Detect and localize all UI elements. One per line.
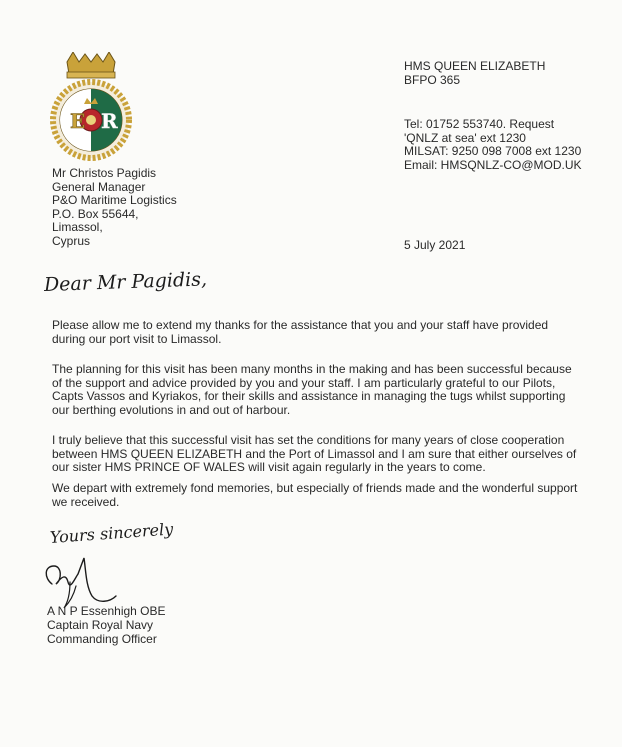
recipient-city: Limassol, [52, 220, 103, 235]
handwritten-signature [40, 552, 120, 612]
ship-crest-logo [45, 52, 137, 162]
body-paragraph-thanks: Please allow me to extend my thanks for the assistance that you and your staff have provided during our port visit to Limassol. [52, 318, 549, 346]
body-paragraph-planning: The planning for this visit has been many months in the making and has been successful because of the support and advice provided by you and your staff. I am particularly grateful to our Pilots, Capts Vassos and Kyriakos, for their skills and assistance in managing the tugs whilst supporting our berthing evolutions in and out of harbour. [52, 362, 572, 417]
signoff-name: A N P Essenhigh OBE [47, 604, 166, 618]
naval-crown-icon [67, 52, 115, 78]
recipient-address [52, 167, 177, 249]
body-paragraph-farewell: We depart with extremely fond memories, but especially of friends made and the wonderful support we received. [52, 481, 578, 509]
letter-date: 5 July 2021 [404, 238, 466, 252]
crest-monogram-right: R [101, 109, 118, 133]
contact-email: Email: HMSQNLZ-CO@MOD.UK [404, 157, 582, 172]
signoff-block [47, 604, 166, 646]
contact-milsat: MILSAT: 9250 098 7008 ext 1230 [404, 144, 582, 158]
sender-ship: HMS QUEEN ELIZABETH [404, 59, 546, 73]
signoff-rank: Captain Royal Navy [47, 618, 154, 632]
handwritten-closing: Yours sincerely [49, 519, 174, 547]
sender-address [404, 59, 545, 87]
contact-request: 'QNLZ at sea' ext 1230 [404, 130, 526, 145]
recipient-country: Cyprus [52, 233, 91, 248]
handwritten-salutation: Dear Mr Pagidis, [43, 268, 208, 296]
signoff-role: Commanding Officer [47, 632, 157, 646]
recipient-company: P&O Maritime Logistics [52, 193, 177, 208]
recipient-title: General Manager [52, 179, 146, 194]
body-paragraph-cooperation: I truly believe that this successful visit has set the conditions for many years of close cooperation between HMS QUEEN ELIZABETH and the Port of Limassol and I am sure that either ourselves of our sister HMS PRINCE OF WALES will visit again regularly in the years to come. [52, 433, 577, 475]
recipient-box: P.O. Box 55644, [52, 206, 139, 221]
contact-tel: Tel: 01752 553740. Request [404, 117, 555, 131]
contact-details [404, 118, 582, 172]
crest-monogram-left: E [70, 109, 86, 133]
sender-bfpo: BFPO 365 [404, 73, 461, 87]
recipient-name: Mr Christos Pagidis [52, 166, 157, 180]
